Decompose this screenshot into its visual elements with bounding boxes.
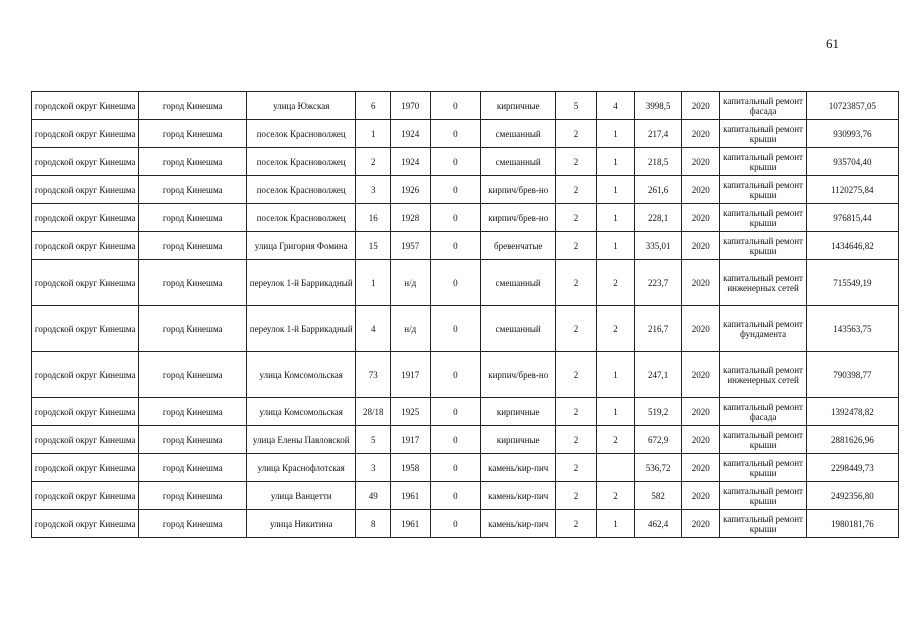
- cost-cell: 790398,77: [806, 352, 898, 398]
- year-cell: 1926: [390, 176, 430, 204]
- house-number-cell: 3: [356, 454, 390, 482]
- street-cell: поселок Красноволжец: [246, 120, 356, 148]
- wall-material-cell: смешанный: [481, 260, 556, 306]
- floors-cell: 2: [556, 510, 597, 538]
- entrances-cell: 1: [596, 148, 635, 176]
- work-type-cell: капитальный ремонт крыши: [720, 232, 806, 260]
- wall-material-cell: кирпичные: [481, 426, 556, 454]
- zero-value-cell: 0: [430, 120, 481, 148]
- wall-material-cell: кирпич/брев-но: [481, 176, 556, 204]
- year-cell: 1958: [390, 454, 430, 482]
- municipality-cell: городской округ Кинешма: [32, 454, 139, 482]
- street-cell: улица Ванцетти: [246, 482, 356, 510]
- entrances-cell: 1: [596, 398, 635, 426]
- city-cell: город Кинешма: [139, 510, 246, 538]
- floors-cell: 2: [556, 454, 597, 482]
- year-cell: 1970: [390, 92, 430, 120]
- work-type-cell: капитальный ремонт крыши: [720, 120, 806, 148]
- cost-cell: 2881626,96: [806, 426, 898, 454]
- house-number-cell: 1: [356, 120, 390, 148]
- table-row: [32, 426, 899, 454]
- floors-cell: 2: [556, 482, 597, 510]
- table-row: [32, 398, 899, 426]
- city-cell: город Кинешма: [139, 92, 246, 120]
- entrances-cell: 1: [596, 204, 635, 232]
- municipality-cell: городской округ Кинешма: [32, 482, 139, 510]
- table-row: [32, 148, 899, 176]
- cost-cell: 10723857,05: [806, 92, 898, 120]
- repair-year-cell: 2020: [681, 92, 720, 120]
- house-number-cell: 15: [356, 232, 390, 260]
- repair-year-cell: 2020: [681, 148, 720, 176]
- street-cell: переулок 1-й Баррикадный: [246, 306, 356, 352]
- zero-value-cell: 0: [430, 306, 481, 352]
- repair-year-cell: 2020: [681, 120, 720, 148]
- repair-year-cell: 2020: [681, 482, 720, 510]
- wall-material-cell: бревенчатые: [481, 232, 556, 260]
- wall-material-cell: кирпичные: [481, 92, 556, 120]
- zero-value-cell: 0: [430, 204, 481, 232]
- house-number-cell: 28/18: [356, 398, 390, 426]
- zero-value-cell: 0: [430, 426, 481, 454]
- entrances-cell: [596, 454, 635, 482]
- city-cell: город Кинешма: [139, 260, 246, 306]
- work-type-cell: капитальный ремонт крыши: [720, 176, 806, 204]
- street-cell: улица Комсомольская: [246, 398, 356, 426]
- city-cell: город Кинешма: [139, 306, 246, 352]
- repair-year-cell: 2020: [681, 232, 720, 260]
- year-cell: 1961: [390, 510, 430, 538]
- entrances-cell: 2: [596, 306, 635, 352]
- municipality-cell: городской округ Кинешма: [32, 92, 139, 120]
- cost-cell: 2492356,80: [806, 482, 898, 510]
- area-cell: 216,7: [635, 306, 682, 352]
- house-number-cell: 49: [356, 482, 390, 510]
- municipality-cell: городской округ Кинешма: [32, 306, 139, 352]
- repair-year-cell: 2020: [681, 306, 720, 352]
- work-type-cell: капитальный ремонт крыши: [720, 426, 806, 454]
- street-cell: улица Григория Фомина: [246, 232, 356, 260]
- city-cell: город Кинешма: [139, 148, 246, 176]
- work-type-cell: капитальный ремонт крыши: [720, 204, 806, 232]
- area-cell: 217,4: [635, 120, 682, 148]
- wall-material-cell: кирпич/брев-но: [481, 352, 556, 398]
- wall-material-cell: камень/кир-пич: [481, 510, 556, 538]
- municipality-cell: городской округ Кинешма: [32, 510, 139, 538]
- wall-material-cell: смешанный: [481, 148, 556, 176]
- wall-material-cell: кирпичные: [481, 398, 556, 426]
- city-cell: город Кинешма: [139, 232, 246, 260]
- year-cell: 1928: [390, 204, 430, 232]
- area-cell: 3998,5: [635, 92, 682, 120]
- entrances-cell: 2: [596, 260, 635, 306]
- work-type-cell: капитальный ремонт крыши: [720, 454, 806, 482]
- area-cell: 672,9: [635, 426, 682, 454]
- entrances-cell: 4: [596, 92, 635, 120]
- floors-cell: 2: [556, 306, 597, 352]
- zero-value-cell: 0: [430, 352, 481, 398]
- year-cell: 1917: [390, 426, 430, 454]
- house-number-cell: 3: [356, 176, 390, 204]
- year-cell: 1924: [390, 120, 430, 148]
- house-number-cell: 73: [356, 352, 390, 398]
- entrances-cell: 1: [596, 352, 635, 398]
- cost-cell: 1980181,76: [806, 510, 898, 538]
- cost-cell: 1392478,82: [806, 398, 898, 426]
- street-cell: улица Никитина: [246, 510, 356, 538]
- zero-value-cell: 0: [430, 398, 481, 426]
- area-cell: 462,4: [635, 510, 682, 538]
- repair-year-cell: 2020: [681, 352, 720, 398]
- house-number-cell: 5: [356, 426, 390, 454]
- work-type-cell: капитальный ремонт инженерных сетей: [720, 260, 806, 306]
- city-cell: город Кинешма: [139, 176, 246, 204]
- zero-value-cell: 0: [430, 176, 481, 204]
- street-cell: поселок Красноволжец: [246, 176, 356, 204]
- city-cell: город Кинешма: [139, 352, 246, 398]
- floors-cell: 2: [556, 260, 597, 306]
- wall-material-cell: смешанный: [481, 120, 556, 148]
- entrances-cell: 1: [596, 232, 635, 260]
- work-type-cell: капитальный ремонт инженерных сетей: [720, 352, 806, 398]
- entrances-cell: 1: [596, 120, 635, 148]
- city-cell: город Кинешма: [139, 120, 246, 148]
- house-number-cell: 4: [356, 306, 390, 352]
- year-cell: 1925: [390, 398, 430, 426]
- city-cell: город Кинешма: [139, 482, 246, 510]
- work-type-cell: капитальный ремонт фасада: [720, 398, 806, 426]
- zero-value-cell: 0: [430, 260, 481, 306]
- repair-year-cell: 2020: [681, 398, 720, 426]
- area-cell: 519,2: [635, 398, 682, 426]
- floors-cell: 2: [556, 398, 597, 426]
- municipality-cell: городской округ Кинешма: [32, 176, 139, 204]
- house-number-cell: 16: [356, 204, 390, 232]
- entrances-cell: 1: [596, 510, 635, 538]
- repair-year-cell: 2020: [681, 176, 720, 204]
- work-type-cell: капитальный ремонт крыши: [720, 148, 806, 176]
- table-row: [32, 92, 899, 120]
- repair-year-cell: 2020: [681, 204, 720, 232]
- area-cell: 536,72: [635, 454, 682, 482]
- housing-repair-table: [31, 91, 899, 538]
- street-cell: улица Елены Павловской: [246, 426, 356, 454]
- wall-material-cell: кирпич/брев-но: [481, 204, 556, 232]
- wall-material-cell: камень/кир-пич: [481, 482, 556, 510]
- repair-year-cell: 2020: [681, 260, 720, 306]
- wall-material-cell: смешанный: [481, 306, 556, 352]
- area-cell: 582: [635, 482, 682, 510]
- street-cell: переулок 1-й Баррикадный: [246, 260, 356, 306]
- work-type-cell: капитальный ремонт крыши: [720, 482, 806, 510]
- floors-cell: 2: [556, 232, 597, 260]
- zero-value-cell: 0: [430, 454, 481, 482]
- area-cell: 335,01: [635, 232, 682, 260]
- repair-year-cell: 2020: [681, 454, 720, 482]
- city-cell: город Кинешма: [139, 398, 246, 426]
- zero-value-cell: 0: [430, 92, 481, 120]
- work-type-cell: капитальный ремонт фасада: [720, 92, 806, 120]
- municipality-cell: городской округ Кинешма: [32, 204, 139, 232]
- zero-value-cell: 0: [430, 482, 481, 510]
- city-cell: город Кинешма: [139, 426, 246, 454]
- city-cell: город Кинешма: [139, 204, 246, 232]
- table-row: [32, 260, 899, 306]
- page-number: 61: [826, 36, 839, 51]
- work-type-cell: капитальный ремонт крыши: [720, 510, 806, 538]
- municipality-cell: городской округ Кинешма: [32, 352, 139, 398]
- table-row: [32, 352, 899, 398]
- area-cell: 218,5: [635, 148, 682, 176]
- repair-year-cell: 2020: [681, 510, 720, 538]
- year-cell: 1924: [390, 148, 430, 176]
- year-cell: 1917: [390, 352, 430, 398]
- area-cell: 228,1: [635, 204, 682, 232]
- area-cell: 261,6: [635, 176, 682, 204]
- table-row: [32, 482, 899, 510]
- zero-value-cell: 0: [430, 148, 481, 176]
- area-cell: 247,1: [635, 352, 682, 398]
- table-row: [32, 204, 899, 232]
- street-cell: улица Краснофлотская: [246, 454, 356, 482]
- year-cell: 1961: [390, 482, 430, 510]
- street-cell: улица Южская: [246, 92, 356, 120]
- repair-year-cell: 2020: [681, 426, 720, 454]
- year-cell: н/д: [390, 260, 430, 306]
- municipality-cell: городской округ Кинешма: [32, 232, 139, 260]
- entrances-cell: 2: [596, 426, 635, 454]
- zero-value-cell: 0: [430, 232, 481, 260]
- work-type-cell: капитальный ремонт фундамента: [720, 306, 806, 352]
- table-row: [32, 510, 899, 538]
- municipality-cell: городской округ Кинешма: [32, 426, 139, 454]
- entrances-cell: 1: [596, 176, 635, 204]
- house-number-cell: 2: [356, 148, 390, 176]
- zero-value-cell: 0: [430, 510, 481, 538]
- cost-cell: 1434646,82: [806, 232, 898, 260]
- wall-material-cell: камень/кир-пич: [481, 454, 556, 482]
- municipality-cell: городской округ Кинешма: [32, 120, 139, 148]
- cost-cell: 715549,19: [806, 260, 898, 306]
- table-row: [32, 232, 899, 260]
- floors-cell: 2: [556, 426, 597, 454]
- entrances-cell: 2: [596, 482, 635, 510]
- floors-cell: 2: [556, 120, 597, 148]
- municipality-cell: городской округ Кинешма: [32, 260, 139, 306]
- municipality-cell: городской округ Кинешма: [32, 398, 139, 426]
- cost-cell: 935704,40: [806, 148, 898, 176]
- floors-cell: 2: [556, 176, 597, 204]
- floors-cell: 5: [556, 92, 597, 120]
- year-cell: н/д: [390, 306, 430, 352]
- house-number-cell: 1: [356, 260, 390, 306]
- table-row: [32, 454, 899, 482]
- floors-cell: 2: [556, 352, 597, 398]
- cost-cell: 1120275,84: [806, 176, 898, 204]
- table-row: [32, 306, 899, 352]
- house-number-cell: 6: [356, 92, 390, 120]
- year-cell: 1957: [390, 232, 430, 260]
- house-number-cell: 8: [356, 510, 390, 538]
- city-cell: город Кинешма: [139, 454, 246, 482]
- street-cell: улица Комсомольская: [246, 352, 356, 398]
- street-cell: поселок Красноволжец: [246, 148, 356, 176]
- street-cell: поселок Красноволжец: [246, 204, 356, 232]
- table-row: [32, 120, 899, 148]
- cost-cell: 143563,75: [806, 306, 898, 352]
- floors-cell: 2: [556, 148, 597, 176]
- cost-cell: 976815,44: [806, 204, 898, 232]
- municipality-cell: городской округ Кинешма: [32, 148, 139, 176]
- cost-cell: 930993,76: [806, 120, 898, 148]
- floors-cell: 2: [556, 204, 597, 232]
- area-cell: 223,7: [635, 260, 682, 306]
- cost-cell: 2298449,73: [806, 454, 898, 482]
- table-row: [32, 176, 899, 204]
